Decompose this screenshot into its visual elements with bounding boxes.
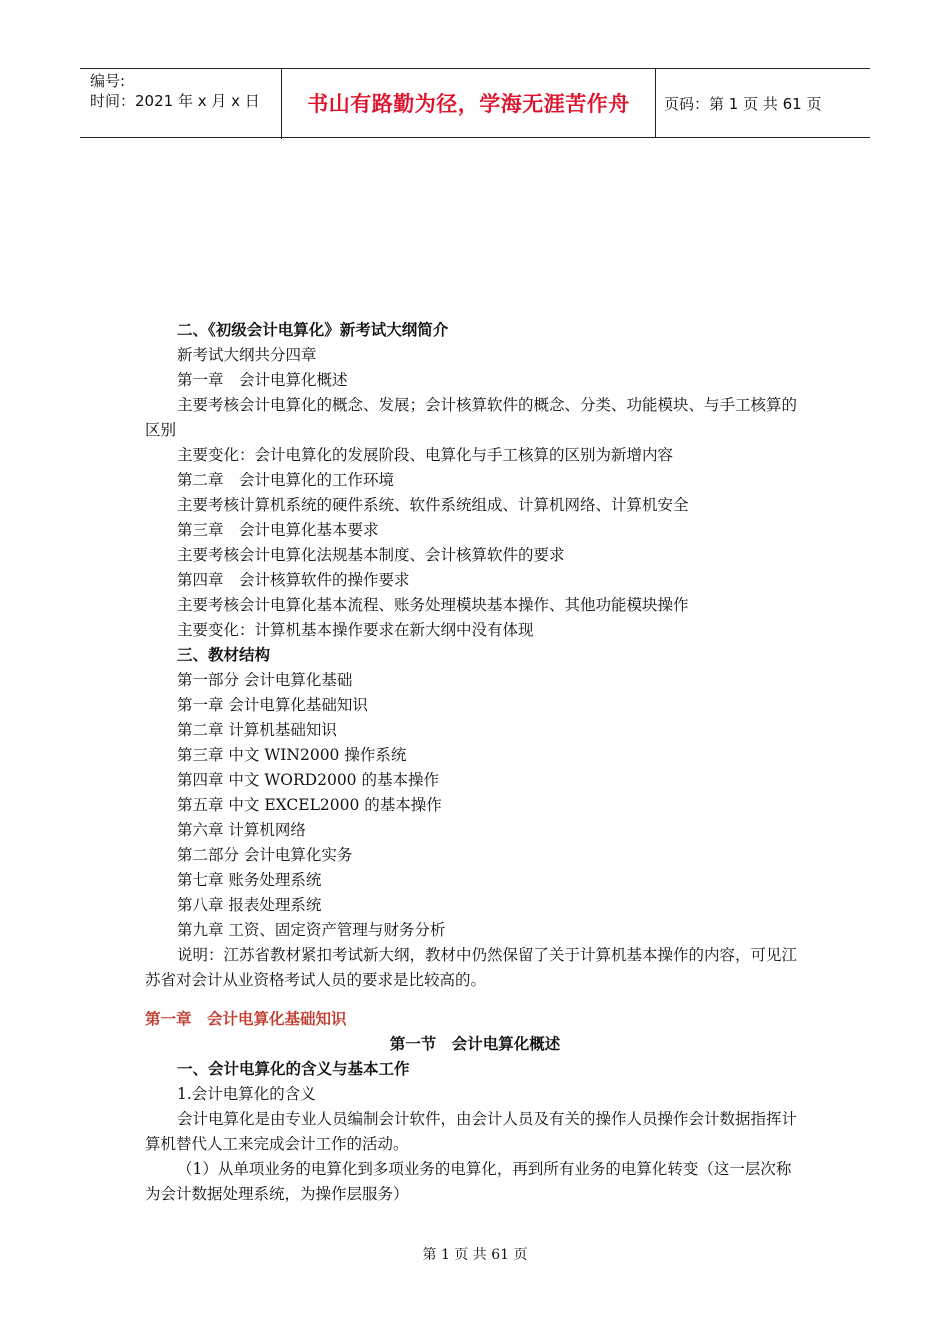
document-header [80, 68, 870, 138]
toc-line: 第三章 中文 WIN2000 操作系统 [177, 746, 407, 764]
subsection-heading: 一、会计电算化的含义与基本工作 [177, 1060, 410, 1078]
chapter-heading: 第一章 会计电算化基础知识 [145, 1010, 347, 1028]
section-title: 第一节 会计电算化概述 [389, 1035, 561, 1053]
spacer [145, 993, 805, 1007]
number-label: 编号: [90, 72, 126, 90]
date-label: 时间：2021 年 x 月 x 日 [90, 92, 260, 110]
toc-line: 第四章 中文 WORD2000 的基本操作 [177, 771, 439, 789]
section-heading: 二、《初级会计电算化》新考试大纲简介 [177, 321, 449, 339]
paragraph: 主要考核会计电算化法规基本制度、会计核算软件的要求 [177, 546, 565, 564]
toc-line: 第二章 计算机基础知识 [177, 721, 337, 739]
toc-line: 第一章 会计电算化基础知识 [177, 696, 368, 714]
paragraph: 会计电算化是由专业人员编制会计软件，由会计人员及有关的操作人员操作会计数据指挥计算机替代人工来完成会计工作的活动。 [145, 1110, 798, 1153]
note-paragraph: 说明：江苏省教材紧扣考试新大纲，教材中仍然保留了关于计算机基本操作的内容，可见江苏省对会计从业资格考试人员的要求是比较高的。 [145, 946, 798, 989]
section-heading: 三、教材结构 [177, 646, 271, 664]
paragraph: 主要考核会计电算化基本流程、账务处理模块基本操作、其他功能模块操作 [177, 596, 689, 614]
paragraph: 主要变化：计算机基本操作要求在新大纲中没有体现 [177, 621, 534, 639]
paragraph: 新考试大纲共分四章 [177, 346, 317, 364]
header-page-code: 页码：第 1 页 共 61 页 [664, 94, 822, 113]
chapter-line: 第二章 会计电算化的工作环境 [177, 471, 395, 489]
header-meta [80, 69, 282, 139]
page-footer: 第 1 页 共 61 页 [422, 1247, 528, 1263]
paragraph: （1）从单项业务的电算化到多项业务的电算化，再到所有业务的电算化转变（这一层次称为会计数据处理系统，为操作层服务） [145, 1160, 792, 1203]
toc-line: 第六章 计算机网络 [177, 821, 306, 839]
toc-line: 第一部分 会计电算化基础 [177, 671, 353, 689]
document-body [145, 318, 805, 1207]
toc-line: 第二部分 会计电算化实务 [177, 846, 353, 864]
chapter-line: 第一章 会计电算化概述 [177, 371, 348, 389]
toc-line: 第七章 账务处理系统 [177, 871, 322, 889]
toc-line: 第五章 中文 EXCEL2000 的基本操作 [177, 796, 442, 814]
toc-line: 第八章 报表处理系统 [177, 896, 322, 914]
chapter-line: 第三章 会计电算化基本要求 [177, 521, 379, 539]
paragraph: 主要考核会计电算化的概念、发展；会计核算软件的概念、分类、功能模块、与手工核算的区别 [145, 396, 798, 439]
toc-line: 第九章 工资、固定资产管理与财务分析 [177, 921, 446, 939]
paragraph: 主要考核计算机系统的硬件系统、软件系统组成、计算机网络、计算机安全 [177, 496, 689, 514]
item-heading: 1.会计电算化的含义 [177, 1085, 316, 1103]
chapter-line: 第四章 会计核算软件的操作要求 [177, 571, 410, 589]
paragraph: 主要变化：会计电算化的发展阶段、电算化与手工核算的区别为新增内容 [177, 446, 674, 464]
header-motto: 书山有路勤为径，学海无涯苦作舟 [282, 69, 656, 137]
